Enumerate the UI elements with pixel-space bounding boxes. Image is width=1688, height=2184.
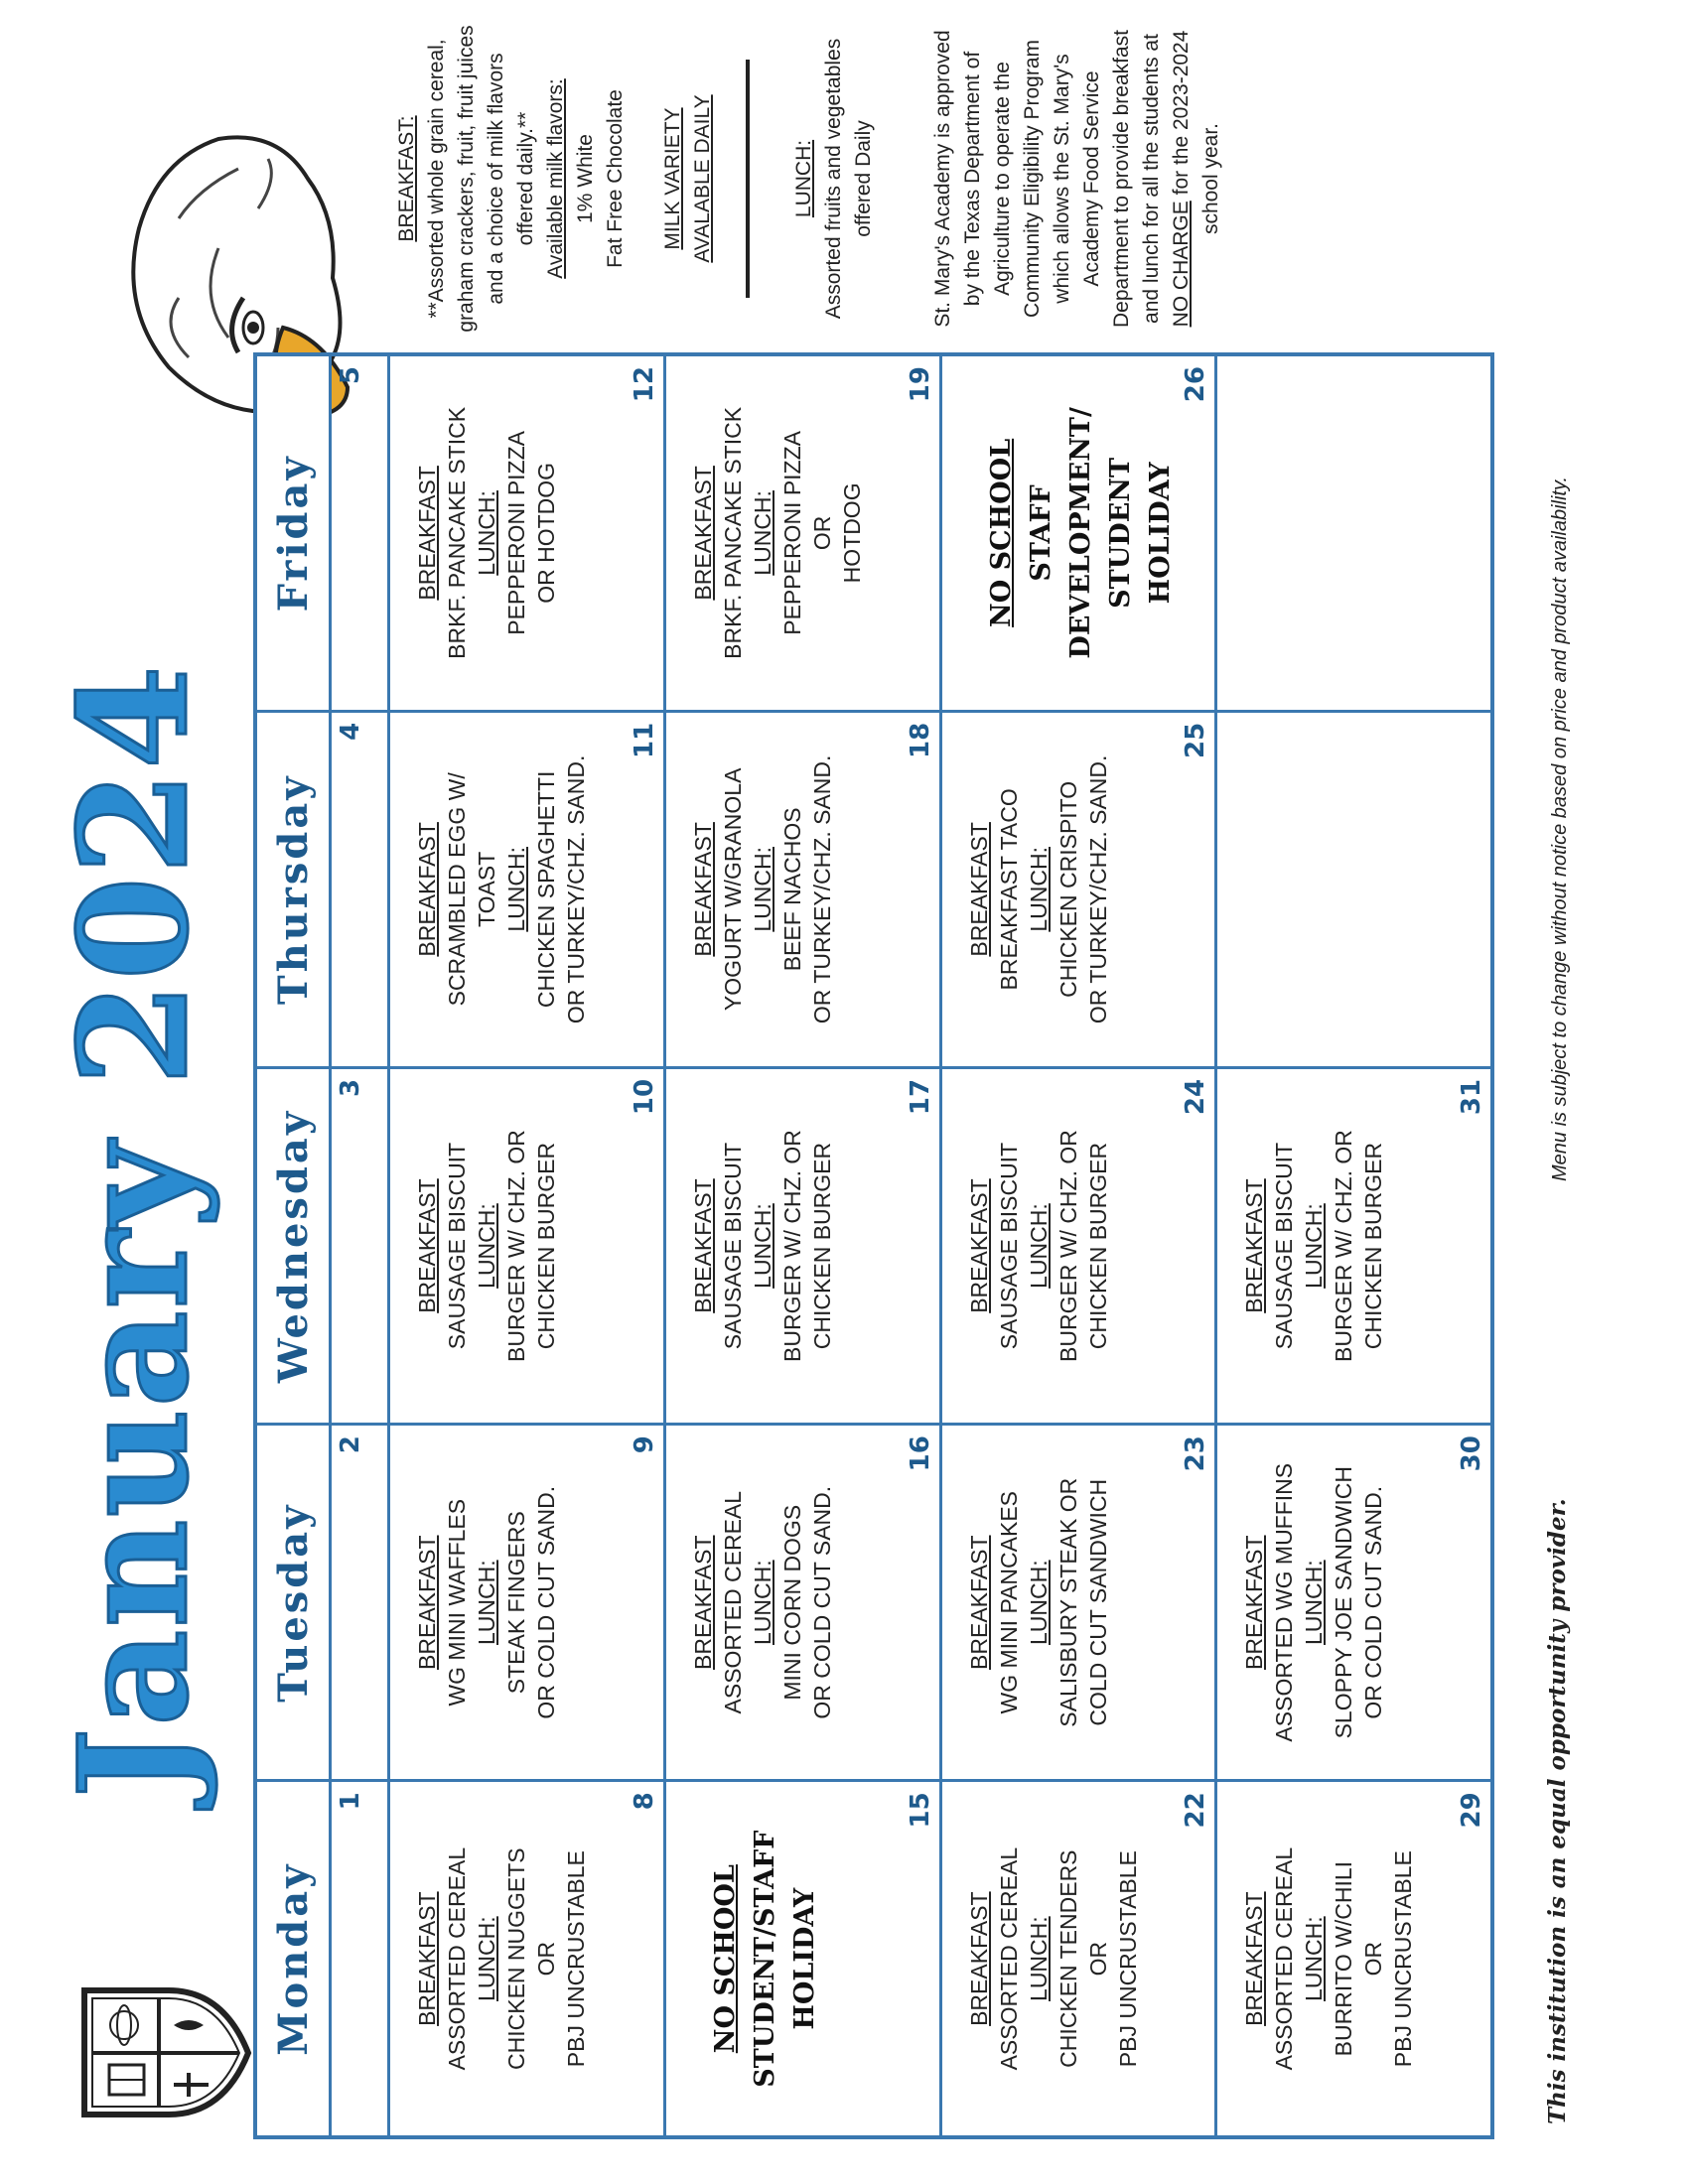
side-breakfast-title: BREAKFAST:: [395, 115, 418, 242]
lunch-label: LUNCH:: [1025, 1203, 1052, 1289]
lunch-item: OR: [1084, 1941, 1111, 1977]
breakfast-label: BREAKFAST: [1241, 1535, 1268, 1670]
holiday-line: DEVELOPMENT/: [1064, 407, 1096, 659]
lunch-item: BURGER W/ CHZ. OR: [1331, 1130, 1357, 1362]
header-thursday: Thursday: [255, 711, 331, 1067]
lunch-item: BURGER W/ CHZ. OR: [503, 1130, 530, 1362]
day-cell: [940, 354, 1216, 711]
lunch-item: PEPPERONI PIZZA: [779, 431, 806, 635]
weekday-header-row: [255, 354, 331, 2137]
lunch-item: CHICKEN BURGER: [1084, 1142, 1111, 1350]
lunch-label: LUNCH:: [474, 1560, 500, 1646]
lunch-item: SALISBURY STEAK OR: [1055, 1477, 1081, 1727]
page-title: January 2024: [47, 663, 221, 1799]
week-row: [940, 354, 1216, 2137]
holiday-line: HOLIDAY: [1144, 462, 1176, 605]
day-number: 19: [905, 366, 935, 403]
breakfast-item: SAUSAGE BISCUIT: [1271, 1142, 1298, 1350]
breakfast-label: BREAKFAST: [965, 822, 992, 957]
breakfast-item: ASSORTED CEREAL: [995, 1846, 1022, 2071]
day-cell: [665, 1067, 941, 1424]
lunch-item: OR COLD CUT SAND.: [809, 1485, 836, 1719]
lunch-item: PBJ UNCRUSTABLE: [1390, 1850, 1417, 2068]
day-cell: [940, 1425, 1216, 1781]
lunch-item: OR COLD CUT SAND.: [1360, 1485, 1387, 1719]
lunch-item: CHICKEN TENDERS: [1055, 1849, 1081, 2068]
day-number: 11: [630, 722, 660, 758]
side-lunch-text: Assorted fruits and vegetables offered Daily: [822, 38, 875, 320]
day-cell: [331, 1067, 389, 1424]
holiday-notice: [706, 1790, 825, 2127]
day-cell: [665, 354, 941, 711]
breakfast-item: TOAST: [474, 851, 500, 927]
lunch-item: OR: [809, 515, 836, 551]
day-number: 10: [630, 1078, 660, 1116]
lunch-label: LUNCH:: [503, 847, 530, 932]
day-cell: [389, 354, 665, 711]
lunch-label: LUNCH:: [1025, 847, 1052, 932]
lunch-label: LUNCH:: [474, 1916, 500, 2001]
day-cell: [1216, 354, 1492, 711]
lunch-item: OR: [533, 1941, 560, 1977]
menu-content: [412, 721, 633, 1058]
lunch-label: LUNCH:: [474, 1203, 500, 1289]
breakfast-label: BREAKFAST: [690, 466, 717, 601]
breakfast-item: YOGURT W/GRANOLA: [720, 767, 747, 1012]
lunch-item: CHICKEN CRISPITO: [1055, 780, 1081, 998]
lunch-item: COLD CUT SANDWICH: [1084, 1478, 1111, 1726]
day-cell: [389, 1067, 665, 1424]
side-milk-variety-2: AVALABLE DAILY: [691, 94, 714, 263]
day-number: 25: [1181, 722, 1211, 758]
holiday-line: NO SCHOOL: [710, 1864, 742, 2054]
menu-content: [1239, 1077, 1461, 1415]
breakfast-item: ASSORTED WG MUFFINS: [1271, 1462, 1298, 1742]
lunch-item: HOTDOG: [839, 482, 866, 584]
day-number: 23: [1181, 1435, 1211, 1472]
day-number: 17: [905, 1078, 935, 1116]
breakfast-label: BREAKFAST: [414, 822, 441, 957]
lunch-label: LUNCH:: [1025, 1560, 1052, 1646]
lunch-label: LUNCH:: [1025, 1916, 1052, 2001]
info-sidebar: [392, 20, 1494, 338]
lunch-item: OR HOTDOG: [533, 462, 560, 604]
breakfast-label: BREAKFAST: [690, 1535, 717, 1670]
breakfast-item: SCRAMBLED EGG W/: [444, 772, 471, 1007]
breakfast-label: BREAKFAST: [965, 1178, 992, 1313]
day-number: 9: [630, 1435, 660, 1454]
day-cell: [665, 1425, 941, 1781]
lunch-label: LUNCH:: [750, 490, 776, 576]
breakfast-item: BREAKFAST TACO: [995, 788, 1022, 991]
day-cell: [389, 711, 665, 1067]
holiday-line: STUDENT/STAFF: [750, 1830, 781, 2088]
day-number: 5: [336, 366, 365, 385]
menu-content: [964, 1790, 1186, 2127]
lunch-item: BURRITO W/CHILI: [1331, 1860, 1357, 2057]
lunch-item: MINI CORN DOGS: [779, 1504, 806, 1701]
lunch-item: OR TURKEY/CHZ. SAND.: [1084, 754, 1111, 1024]
week-row: [1216, 354, 1492, 2137]
side-divider: [746, 60, 750, 298]
header-tuesday: Tuesday: [255, 1425, 331, 1781]
lunch-label: LUNCH:: [1301, 1203, 1328, 1289]
breakfast-item: BRKF. PANCAKE STICK: [720, 406, 747, 659]
breakfast-item: BRKF. PANCAKE STICK: [444, 406, 471, 659]
breakfast-label: BREAKFAST: [690, 822, 717, 957]
menu-content: [688, 364, 910, 702]
menu-content: [964, 1077, 1186, 1415]
day-number: 18: [905, 722, 935, 758]
day-cell: [389, 1781, 665, 2137]
lunch-item: CHICKEN BURGER: [533, 1142, 560, 1350]
breakfast-item: ASSORTED CEREAL: [1271, 1846, 1298, 2071]
day-number: 31: [1457, 1078, 1486, 1116]
lunch-item: OR TURKEY/CHZ. SAND.: [563, 754, 590, 1024]
breakfast-item: WG MINI WAFFLES: [444, 1498, 471, 1706]
week-row: [389, 354, 665, 2137]
day-number: 2: [336, 1435, 365, 1454]
day-cell: [940, 1781, 1216, 2137]
day-cell: [1216, 1425, 1492, 1781]
calendar-body: [331, 354, 1493, 2137]
calendar-grid: [253, 352, 1494, 2139]
day-number: 12: [630, 366, 660, 403]
breakfast-item: WG MINI PANCAKES: [995, 1490, 1022, 1714]
side-breakfast-text: **Assorted whole grain cereal, graham crackers, fruit, fruit juices and a choice of milk flavors offered daily.**: [425, 25, 537, 333]
day-cell: [665, 1781, 941, 2137]
day-number: 22: [1181, 1792, 1211, 1829]
lunch-item: PBJ UNCRUSTABLE: [1114, 1850, 1141, 2068]
holiday-line: HOLIDAY: [789, 1887, 821, 2030]
side-milk-2: Fat Free Chocolate: [604, 89, 627, 268]
day-cell: [331, 1425, 389, 1781]
holiday-line: NO SCHOOL: [985, 438, 1017, 627]
day-number: 4: [336, 722, 365, 741]
lunch-item: CHICKEN NUGGETS: [503, 1847, 530, 2070]
lunch-label: LUNCH:: [1301, 1560, 1328, 1646]
breakfast-label: BREAKFAST: [1241, 1178, 1268, 1313]
holiday-notice: [982, 364, 1181, 702]
day-cell: [1216, 711, 1492, 1067]
week-row: [331, 354, 389, 2137]
lunch-item: OR: [1360, 1941, 1387, 1977]
day-cell: [331, 354, 389, 711]
header-wednesday: Wednesday: [255, 1067, 331, 1424]
header-monday: Monday: [255, 1781, 331, 2137]
menu-content: [1239, 1433, 1461, 1771]
side-cep-text: St. Mary's Academy is approved by the Texas Department of Agriculture to operate the Community Eligibility Program which allows the St. Mary's Academy Food Service Department to provide breakfast and lunch for all the students at: [931, 30, 1163, 328]
menu-content: [964, 1433, 1186, 1771]
breakfast-label: BREAKFAST: [690, 1178, 717, 1313]
side-milk-1: 1% White: [574, 134, 597, 223]
lunch-item: BEEF NACHOS: [779, 807, 806, 972]
lunch-item: BURGER W/ CHZ. OR: [1055, 1130, 1081, 1362]
breakfast-item: SAUSAGE BISCUIT: [444, 1142, 471, 1350]
menu-content: [688, 1077, 910, 1415]
side-cep-tail: for the 2023-2024 school year.: [1170, 30, 1222, 235]
lunch-item: PBJ UNCRUSTABLE: [563, 1850, 590, 2068]
day-number: 26: [1181, 366, 1211, 403]
holiday-line: STAFF: [1025, 484, 1056, 582]
lunch-item: OR TURKEY/CHZ. SAND.: [809, 754, 836, 1024]
day-number: 15: [905, 1792, 935, 1829]
school-crest-logo: [74, 1980, 253, 2124]
lunch-item: CHICKEN SPAGHETTI: [533, 770, 560, 1009]
lunch-item: OR COLD CUT SAND.: [533, 1485, 560, 1719]
menu-content: [1239, 1790, 1461, 2127]
breakfast-item: ASSORTED CEREAL: [720, 1490, 747, 1714]
menu-content: [688, 721, 910, 1058]
day-cell: [389, 1425, 665, 1781]
day-number: 30: [1457, 1435, 1486, 1472]
lunch-item: BURGER W/ CHZ. OR: [779, 1130, 806, 1362]
lunch-label: LUNCH:: [1301, 1916, 1328, 2001]
header-friday: Friday: [255, 354, 331, 711]
lunch-item: PEPPERONI PIZZA: [503, 431, 530, 635]
breakfast-item: SAUSAGE BISCUIT: [720, 1142, 747, 1350]
menu-content: [964, 721, 1186, 1058]
day-cell: [665, 711, 941, 1067]
lunch-item: CHICKEN BURGER: [809, 1142, 836, 1350]
breakfast-label: BREAKFAST: [965, 1891, 992, 2026]
lunch-item: STEAK FINGERS: [503, 1511, 530, 1695]
day-number: 3: [336, 1078, 365, 1098]
day-number: 24: [1181, 1078, 1211, 1116]
lunch-label: LUNCH:: [750, 847, 776, 932]
menu-content: [412, 1790, 633, 2127]
holiday-line: STUDENT: [1104, 457, 1136, 609]
breakfast-label: BREAKFAST: [1241, 1891, 1268, 2026]
lunch-label: LUNCH:: [750, 1560, 776, 1646]
side-no-charge: NO CHARGE: [1170, 201, 1193, 328]
day-cell: [940, 1067, 1216, 1424]
breakfast-label: BREAKFAST: [414, 1891, 441, 2026]
week-row: [665, 354, 941, 2137]
menu-content: [412, 364, 633, 702]
breakfast-label: BREAKFAST: [414, 1178, 441, 1313]
menu-change-note: Menu is subject to change without notice based on price and product availability.: [1549, 476, 1571, 1181]
breakfast-item: ASSORTED CEREAL: [444, 1846, 471, 2071]
day-number: 1: [336, 1792, 365, 1811]
day-cell: [940, 711, 1216, 1067]
menu-content: [688, 1433, 910, 1771]
day-cell: [331, 1781, 389, 2137]
breakfast-label: BREAKFAST: [414, 1535, 441, 1670]
lunch-label: LUNCH:: [474, 490, 500, 576]
side-milk-flavors-title: Available milk flavors:: [544, 78, 567, 279]
day-cell: [1216, 1067, 1492, 1424]
day-cell: [331, 711, 389, 1067]
lunch-item: CHICKEN BURGER: [1360, 1142, 1387, 1350]
side-lunch-title: LUNCH:: [792, 139, 815, 218]
lunch-label: LUNCH:: [750, 1203, 776, 1289]
equal-opportunity-note: This institution is an equal opportunity provider.: [1544, 1498, 1571, 2124]
breakfast-label: BREAKFAST: [414, 466, 441, 601]
day-number: 8: [630, 1792, 660, 1811]
breakfast-label: BREAKFAST: [965, 1535, 992, 1670]
menu-content: [412, 1433, 633, 1771]
breakfast-item: SAUSAGE BISCUIT: [995, 1142, 1022, 1350]
day-cell: [1216, 1781, 1492, 2137]
day-number: 16: [905, 1435, 935, 1472]
day-number: 29: [1457, 1792, 1486, 1829]
lunch-item: SLOPPY JOE SANDWICH: [1331, 1466, 1357, 1739]
side-milk-variety-1: MILK VARIETY: [661, 107, 684, 250]
menu-content: [412, 1077, 633, 1415]
